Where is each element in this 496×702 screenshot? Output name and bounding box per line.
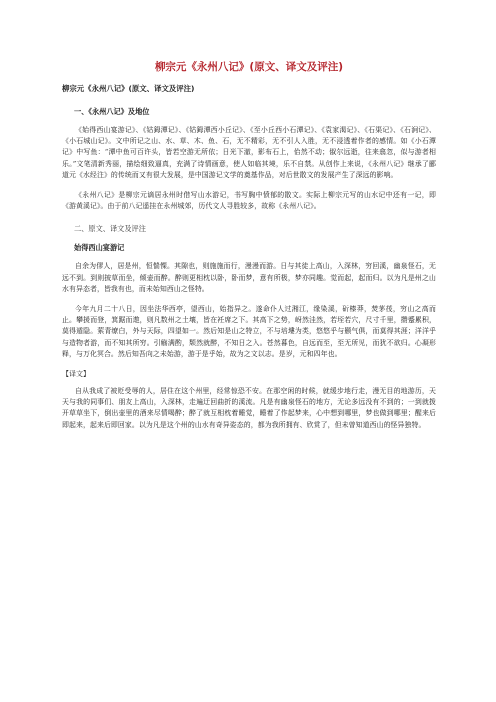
section1-paragraph-1: 《始得西山宴游记》、《钴鉧潭记》、《钴鉧潭西小丘记》、《至小丘西小石潭记》、《袁家渴记》、《石渠记》、《石涧记》、《小石城山记》。文中所记之山、水、草、木、鱼、石，无不精彩，无不引人入胜，无不浸透着作者的感情。如《小石潭记》中写鱼：“潭中鱼可百许头，皆若空游无所依；日光下澈，影布石上，佁然不动；俶尔远逝，往来翕忽，似与游者相乐。”文笔清新秀丽，描绘细致逼真，充满了诗情画意，使人如临其境，乐不自禁。从创作上来说，《永州八记》继承了郦道元《水经注》的传统而又有很大发展，是中国游记文学的奠基作品，对后世散文的发展产生了深远的影响。 [62,126,436,179]
document-page [62,60,436,440]
document-subtitle: 柳宗元《永州八记》(原文、译文及评注) [62,84,195,93]
translation-label: 【译文】 [62,370,90,379]
section-heading-2: 二、原文、译文及评注 [74,224,146,234]
article-title: 始得西山宴游记 [74,243,125,253]
document-title: 柳宗元《永州八记》(原文、译文及评注) [154,61,344,73]
translation-paragraph: 自从我成了被贬受辱的人，居住在这个州里，经常惊恐不安。在那空闲的时候，就缓步地行走，漫无目的地游历，天天与我的同事们、朋友上高山，入深林，走遍迂回曲折的溪流。凡是有幽泉怪石的地方，无论多远没有不到的；一到就拨开草草坐下，倒出壶里的酒来尽情喝醉；醉了就互相枕着睡觉，睡着了作起梦来，心中想到哪里，梦也做到哪里；醒来后即起来，起来后即回家。以为凡是这个州的山水有奇异姿态的，都为我所拥有、欣赏了，但未曾知道西山的怪异独特。 [62,387,436,429]
section-heading-1: 一、《永州八记》及地位 [74,107,150,116]
original-paragraph-1: 自余为僇人，居是州，恒惴慄。其隙也，则施施而行，漫漫而游。日与其徒上高山，入深林，穷回溪，幽泉怪石，无远不到。到则披草而坐，倾壶而醉。醉则更相枕以卧，卧而梦，意有所极，梦亦同趣。觉而起，起而归。以为凡是州之山水有异态者，皆我有也，而未始知西山之怪特。 [62,262,436,293]
original-paragraph-2: 今年九月二十八日，因坐法华西亭，望西山，始指异之。遂命仆人过湘江，缘染溪，斫榛莽，焚茅茷，穷山之高而止。攀援而登，箕踞而遨，则凡数州之土壤，皆在衽席之下。其高下之势，岈然洼然，若垤若穴，尺寸千里，攒蹙累积，莫得遁隐。萦青缭白，外与天际，四望如一。然后知是山之特立，不与培塿为类，悠悠乎与颢气俱，而莫得其涯；洋洋乎与造物者游，而不知其所穷。引觞满酌，颓然就醉，不知日之入。苍然暮色，自远而至，至无所见，而犹不欲归。心凝形释，与万化冥合。然后知吾向之未始游，游于是乎始，故为之文以志。是岁，元和四年也。 [62,305,436,358]
section1-paragraph-2: 《永州八记》是柳宗元谪居永州时借写山水游记，书写胸中愤郁的散文。实际上柳宗元写的山水记中还有一记，即《游黄溪记》。由于前八记遥挂在永州城郊，历代文人寻胜较多，故称《永州八记》。 [62,191,436,211]
